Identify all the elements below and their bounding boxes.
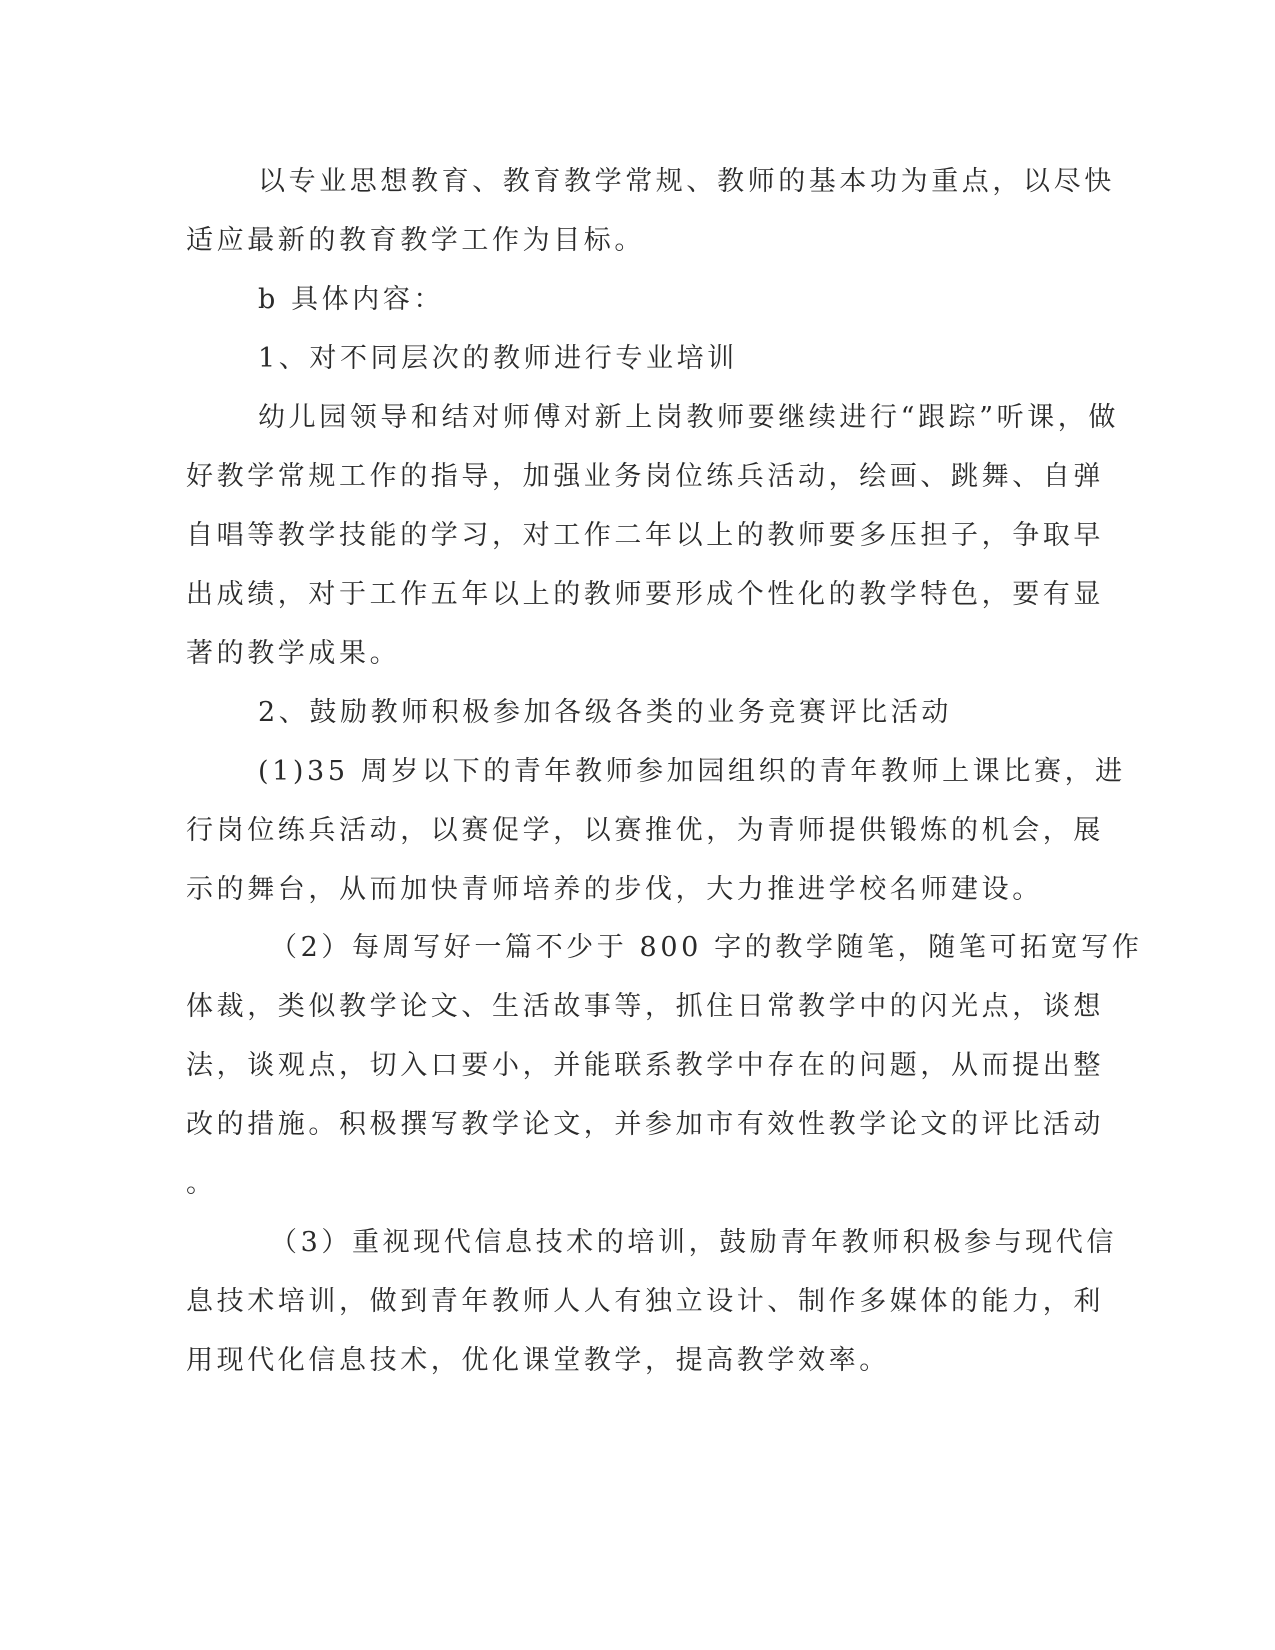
- paragraph-line: 自唱等教学技能的学习，对工作二年以上的教师要多压担子，争取早: [186, 520, 1104, 551]
- paragraph-line: 著的教学成果。: [186, 638, 401, 669]
- paragraph-line: 改的措施。积极撰写教学论文，并参加市有效性教学论文的评比活动: [186, 1109, 1104, 1140]
- paragraph-line: 适应最新的教育教学工作为目标。: [186, 225, 645, 256]
- paragraph-line: 好教学常规工作的指导，加强业务岗位练兵活动，绘画、跳舞、自弹: [186, 461, 1104, 492]
- paragraph-line: 以专业思想教育、教育教学常规、教师的基本功为重点，以尽快: [258, 166, 1115, 197]
- paragraph-line: (1)35 周岁以下的青年教师参加园组织的青年教师上课比赛，进: [258, 756, 1126, 787]
- item-heading: 2、鼓励教师积极参加各级各类的业务竞赛评比活动: [258, 697, 952, 728]
- paragraph-line: 示的舞台，从而加快青师培养的步伐，大力推进学校名师建设。: [186, 874, 1043, 905]
- paragraph-line: 体裁，类似教学论文、生活故事等，抓住日常教学中的闪光点，谈想: [186, 991, 1104, 1022]
- paragraph-line: 息技术培训，做到青年教师人人有独立设计、制作多媒体的能力，利: [186, 1286, 1104, 1317]
- paragraph-line: 用现代化信息技术，优化课堂教学，提高教学效率。: [186, 1345, 890, 1376]
- paragraph-line: 。: [186, 1168, 217, 1199]
- paragraph-line: 出成绩，对于工作五年以上的教师要形成个性化的教学特色，要有显: [186, 579, 1104, 610]
- paragraph-line: 幼儿园领导和结对师傅对新上岗教师要继续进行“跟踪”听课，做: [258, 402, 1120, 433]
- paragraph-line: 行岗位练兵活动，以赛促学，以赛推优，为青师提供锻炼的机会，展: [186, 815, 1104, 846]
- section-heading: b 具体内容：: [258, 284, 445, 315]
- item-heading: 1、对不同层次的教师进行专业培训: [258, 343, 738, 374]
- paragraph-line: （2）每周写好一篇不少于 800 字的教学随笔，随笔可拓宽写作: [270, 932, 1143, 963]
- paragraph-line: 法，谈观点，切入口要小，并能联系教学中存在的问题，从而提出整: [186, 1050, 1104, 1081]
- paragraph-line: （3）重视现代信息技术的培训，鼓励青年教师积极参与现代信: [270, 1227, 1117, 1258]
